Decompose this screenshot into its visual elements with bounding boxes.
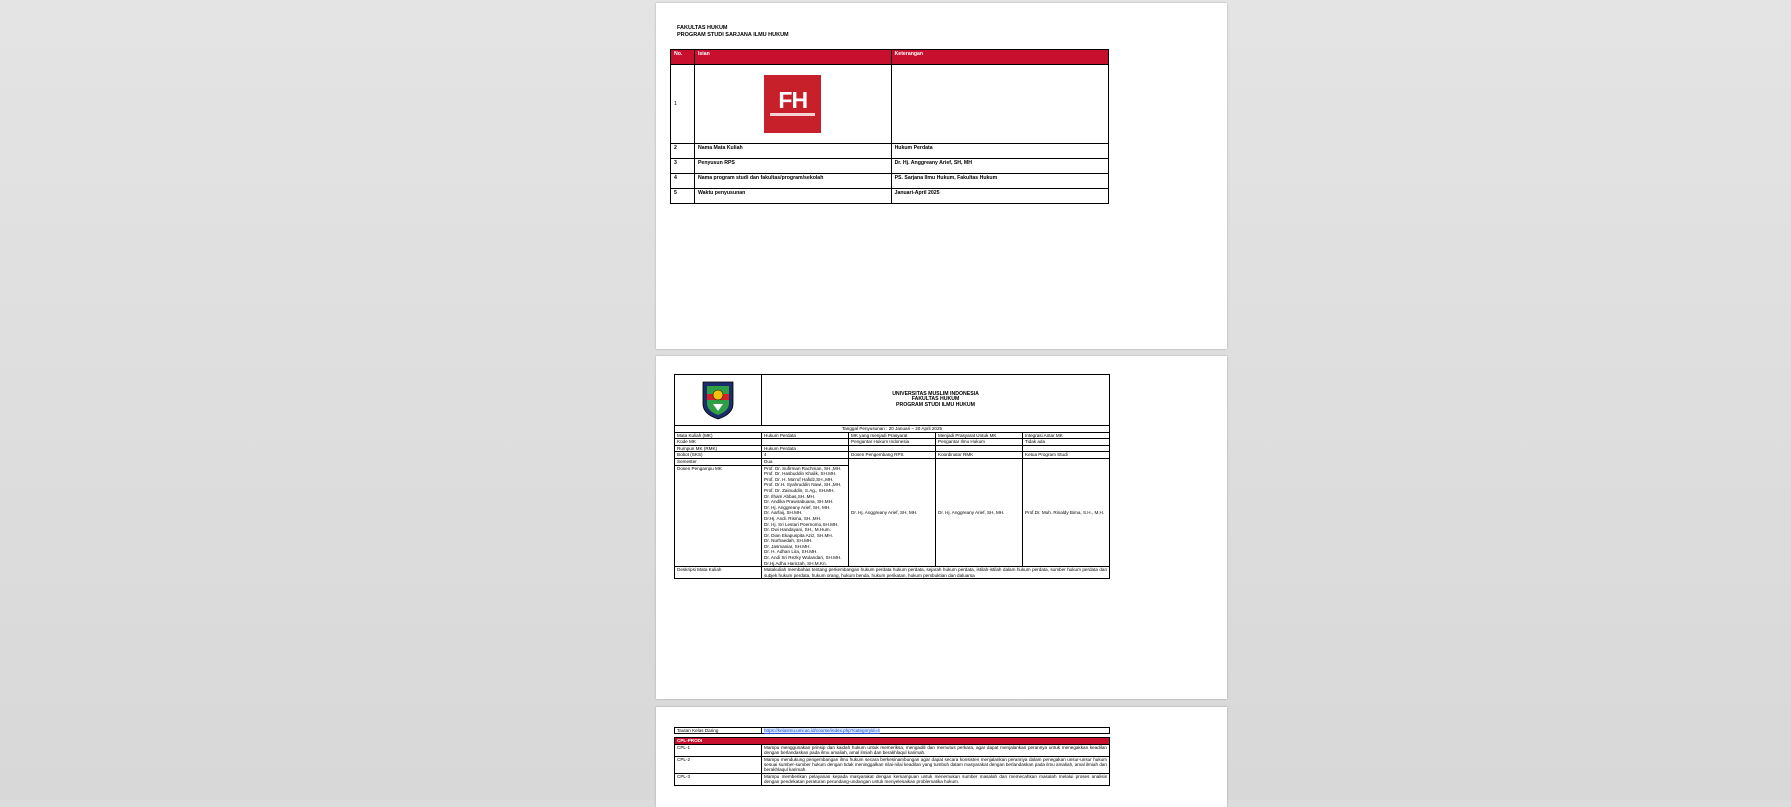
list-item: Dr. Nurhaedah, SH.MH. <box>764 538 813 544</box>
list-item: Dr. Ilham Abbas,SH.,MH. <box>764 493 816 499</box>
kode-label: Kode MK <box>675 439 762 446</box>
program-title: PROGRAM STUDI SARJANA ILMU HUKUM <box>677 31 789 38</box>
column-header-no: No. <box>671 50 695 65</box>
table-row <box>671 159 1109 174</box>
table-row <box>671 144 1109 159</box>
table-row <box>675 452 1110 459</box>
koordinator-label: Koordinator RMK <box>936 452 1023 459</box>
list-item: Dr. Hj. Sri Lestari Poernomo,SH.MH. <box>764 521 839 527</box>
table-row <box>675 756 1110 773</box>
mk-prasyarat-label: MK yang menjadi Prasyarat <box>849 432 936 439</box>
tanggal-penyusunan: Tanggal Penyusunan : 20 Januari – 20 April 2025 <box>675 426 1110 433</box>
row-no: 1 <box>671 65 695 144</box>
cpl-text: Mampu memberikan pelayanan kepada masyarakat dengan kemampuan untuk menemukan sumber masalah dan memecahkan masalah melalui proses analisis dengan pendekatan peraturan perundang-undangan untuk menyelesaikan problematika hukum. <box>762 773 1110 785</box>
list-item: Dr. H. Adhan Lira, SH.MH. <box>764 549 818 555</box>
list-item: Prof. Dr. Hasbuddin Khalik, SH.MH. <box>764 471 837 477</box>
cpl-table <box>674 727 1110 786</box>
row-isian: Waktu penyusunan <box>694 189 891 204</box>
university-seal <box>701 380 735 420</box>
list-item: Dr. Jasmaniar, SH.MH. <box>764 543 811 549</box>
seal-cell <box>675 375 762 426</box>
table-row <box>675 439 1110 446</box>
table-row <box>671 189 1109 204</box>
cpl-header: CPL-PRODI <box>675 738 1110 744</box>
row-ket: PS. Sarjana Ilmu Hukum, Fakultas Hukum <box>891 174 1108 189</box>
row-no: 4 <box>671 174 695 189</box>
bobot-value: 4 <box>762 452 849 459</box>
ketua-value: Prof.Dr. Muh. Rinaldy Bima, S.H., M.H. <box>1023 458 1110 566</box>
empty-cell <box>936 445 1023 452</box>
list-item: Dr. Andi Sri Rezky Wulandari, SH.MH. <box>764 555 842 561</box>
cpl-code: CPL-1 <box>675 744 762 756</box>
row-ket <box>891 65 1108 144</box>
row-no: 2 <box>671 144 695 159</box>
list-item: Prof. Dr. Sufirman Rachman, SH.,MH. <box>764 465 842 471</box>
column-header-isian: Isian <box>694 50 891 65</box>
faculty-name: FAKULTAS HUKUM <box>911 396 960 403</box>
tautan-link[interactable]: https://kelasmu.umi.ac.id/course/index.php?categoryid=4 <box>764 728 880 733</box>
table-row <box>675 432 1110 439</box>
document-page-3 <box>656 707 1227 807</box>
faculty-logo-stripe <box>770 113 815 116</box>
logo-cell <box>694 65 891 144</box>
cpl-text: Mampu mendukung pengembangan ilmu hukum secara berkesinambungan agar dapat secara konsisten menjalankan perannya dalam penegakan unsur-unsur hukum sesuai sumber-sumber hukum dengan tidak meninggalkan nilai-nilai keadilan yang tumbuh dalam masyarakat dengan berlandaskan pada ilmu amaliah, amal ilmiah dan berakhlaqul karimah. <box>762 756 1110 773</box>
bobot-label: Bobot (SKS) <box>675 452 762 459</box>
list-item: Dr. Andika Prawirabuana, SH.MH. <box>764 499 834 505</box>
list-item: Dr. Aarfaij, SH.MH. <box>764 510 803 516</box>
row-isian: Nama program studi dan fakultas/program/sekolah <box>694 174 891 189</box>
empty-cell <box>849 445 936 452</box>
kode-value <box>762 439 849 446</box>
document-page-2 <box>656 356 1227 699</box>
table-row <box>671 65 1109 144</box>
list-item: Dr. Dian Ekapuspita Aziz, SH.MH. <box>764 532 833 538</box>
empty-cell <box>1023 445 1110 452</box>
rumpun-label: Rumpun MK (RMK) <box>675 445 762 452</box>
list-item: Prof. Dr. Zainuddin, S.Ag., SH.MH. <box>764 487 835 493</box>
prasyarat-untuk-label: Menjadi Prasyarat Untuk MK <box>936 432 1023 439</box>
university-seal-icon <box>701 380 735 420</box>
table-row <box>675 744 1110 756</box>
list-item: Prof. Dr.H. Syahruddin Nawi, SH.,MH. <box>764 482 842 488</box>
row-ket: Hukum Perdata <box>891 144 1108 159</box>
semester-label: Semester <box>675 458 762 465</box>
row-ket: Dr. Hj. Anggreany Arief, SH, MH <box>891 159 1108 174</box>
dosen-pengampu-label: Dosen Pengampu MK <box>675 465 762 567</box>
rumpun-value: Hukum Perdata <box>762 445 849 452</box>
table-header-row <box>671 50 1109 65</box>
table-row <box>675 426 1110 433</box>
table-row <box>675 445 1110 452</box>
deskripsi-label: Deskripsi Mata Kuliah <box>675 567 762 579</box>
semester-value: Dua <box>762 458 849 465</box>
table-row <box>675 458 1110 465</box>
ketua-label: Ketua Program Studi <box>1023 452 1110 459</box>
cpl-code: CPL-3 <box>675 773 762 785</box>
university-title-cell <box>762 375 1110 426</box>
prasyarat-untuk-value: Pengantar Ilmu Hukum <box>936 439 1023 446</box>
list-item: Prof. Dr. H. Ma'ruf Hafidz,SH.,MH. <box>764 476 834 482</box>
list-item: Dr. Hj. Anggreany Arief, SH, MH. <box>764 504 831 510</box>
row-isian: Penyusun RPS <box>694 159 891 174</box>
rps-table <box>674 374 1110 579</box>
dosen-pengembang-value: Dr. Hj. Anggreany Arief, SH, MH. <box>849 458 936 566</box>
koordinator-value: Dr. Hj. Anggreany Arief, SH, MH. <box>936 458 1023 566</box>
column-header-keterangan: Keterangan <box>891 50 1108 65</box>
row-isian: Nama Mata Kuliah <box>694 144 891 159</box>
dosen-pengampu-list <box>762 465 849 567</box>
table-row <box>675 567 1110 579</box>
list-item: Dr.Hj. Andi. Risma, SH.,MH. <box>764 515 822 521</box>
dosen-pengembang-label: Dosen Pengembang RPS <box>849 452 936 459</box>
list-item: Dr.Hj.Adha Hamzah, SH.M.Kn. <box>764 560 827 566</box>
list-item: Dr. Dwi Handayani, SH., M.Hum. <box>764 527 831 533</box>
cpl-text: Mampu menggunakan prinsip dan kaidah hukum untuk memeriksa, mengadili dan memutus perkara, agar dapat menjalankan perannya untuk menegakkan keadilan dengan berlandaskan pada ilmu amaliah, amal ilmiah dan berakhlaqul karimah. <box>762 744 1110 756</box>
mk-value: Hukum Perdata <box>762 432 849 439</box>
identity-table <box>670 49 1109 204</box>
faculty-logo <box>764 75 821 133</box>
tautan-label: Tautan Kelas Daring <box>675 728 762 734</box>
integrasi-label: Integrasi Antar MK <box>1023 432 1110 439</box>
row-no: 5 <box>671 189 695 204</box>
cpl-code: CPL-2 <box>675 756 762 773</box>
row-no: 3 <box>671 159 695 174</box>
prasyarat-value: Pengantar Hukum Indonesia <box>849 439 936 446</box>
program-name: PROGRAM STUDI ILMU HUKUM <box>896 401 975 408</box>
faculty-logo-text: FH <box>778 87 808 113</box>
table-row <box>675 773 1110 785</box>
deskripsi-value: Matakuliah membahas tentang perkembangan hukum perdata hukum perdata, sejarah hukum perdata, istilah-istilah dalam hukum perdata, sumber hukum perdata dan subjek hukum perdata, hukum orang, hukum benda, hukum perikatan, hukum pembuktian dan daluarsa <box>762 567 1110 579</box>
row-ket: Januari-April 2025 <box>891 189 1108 204</box>
university-name: UNIVERSITAS MUSLIM INDONESIA <box>892 390 979 397</box>
rps-header-row <box>675 375 1110 426</box>
integrasi-value: Tidak ada <box>1023 439 1110 446</box>
table-row <box>671 174 1109 189</box>
faculty-title: FAKULTAS HUKUM <box>677 25 728 31</box>
mk-label: Mata Kuliah (MK) <box>675 432 762 439</box>
page-header <box>677 25 789 38</box>
document-page-1 <box>656 3 1227 349</box>
